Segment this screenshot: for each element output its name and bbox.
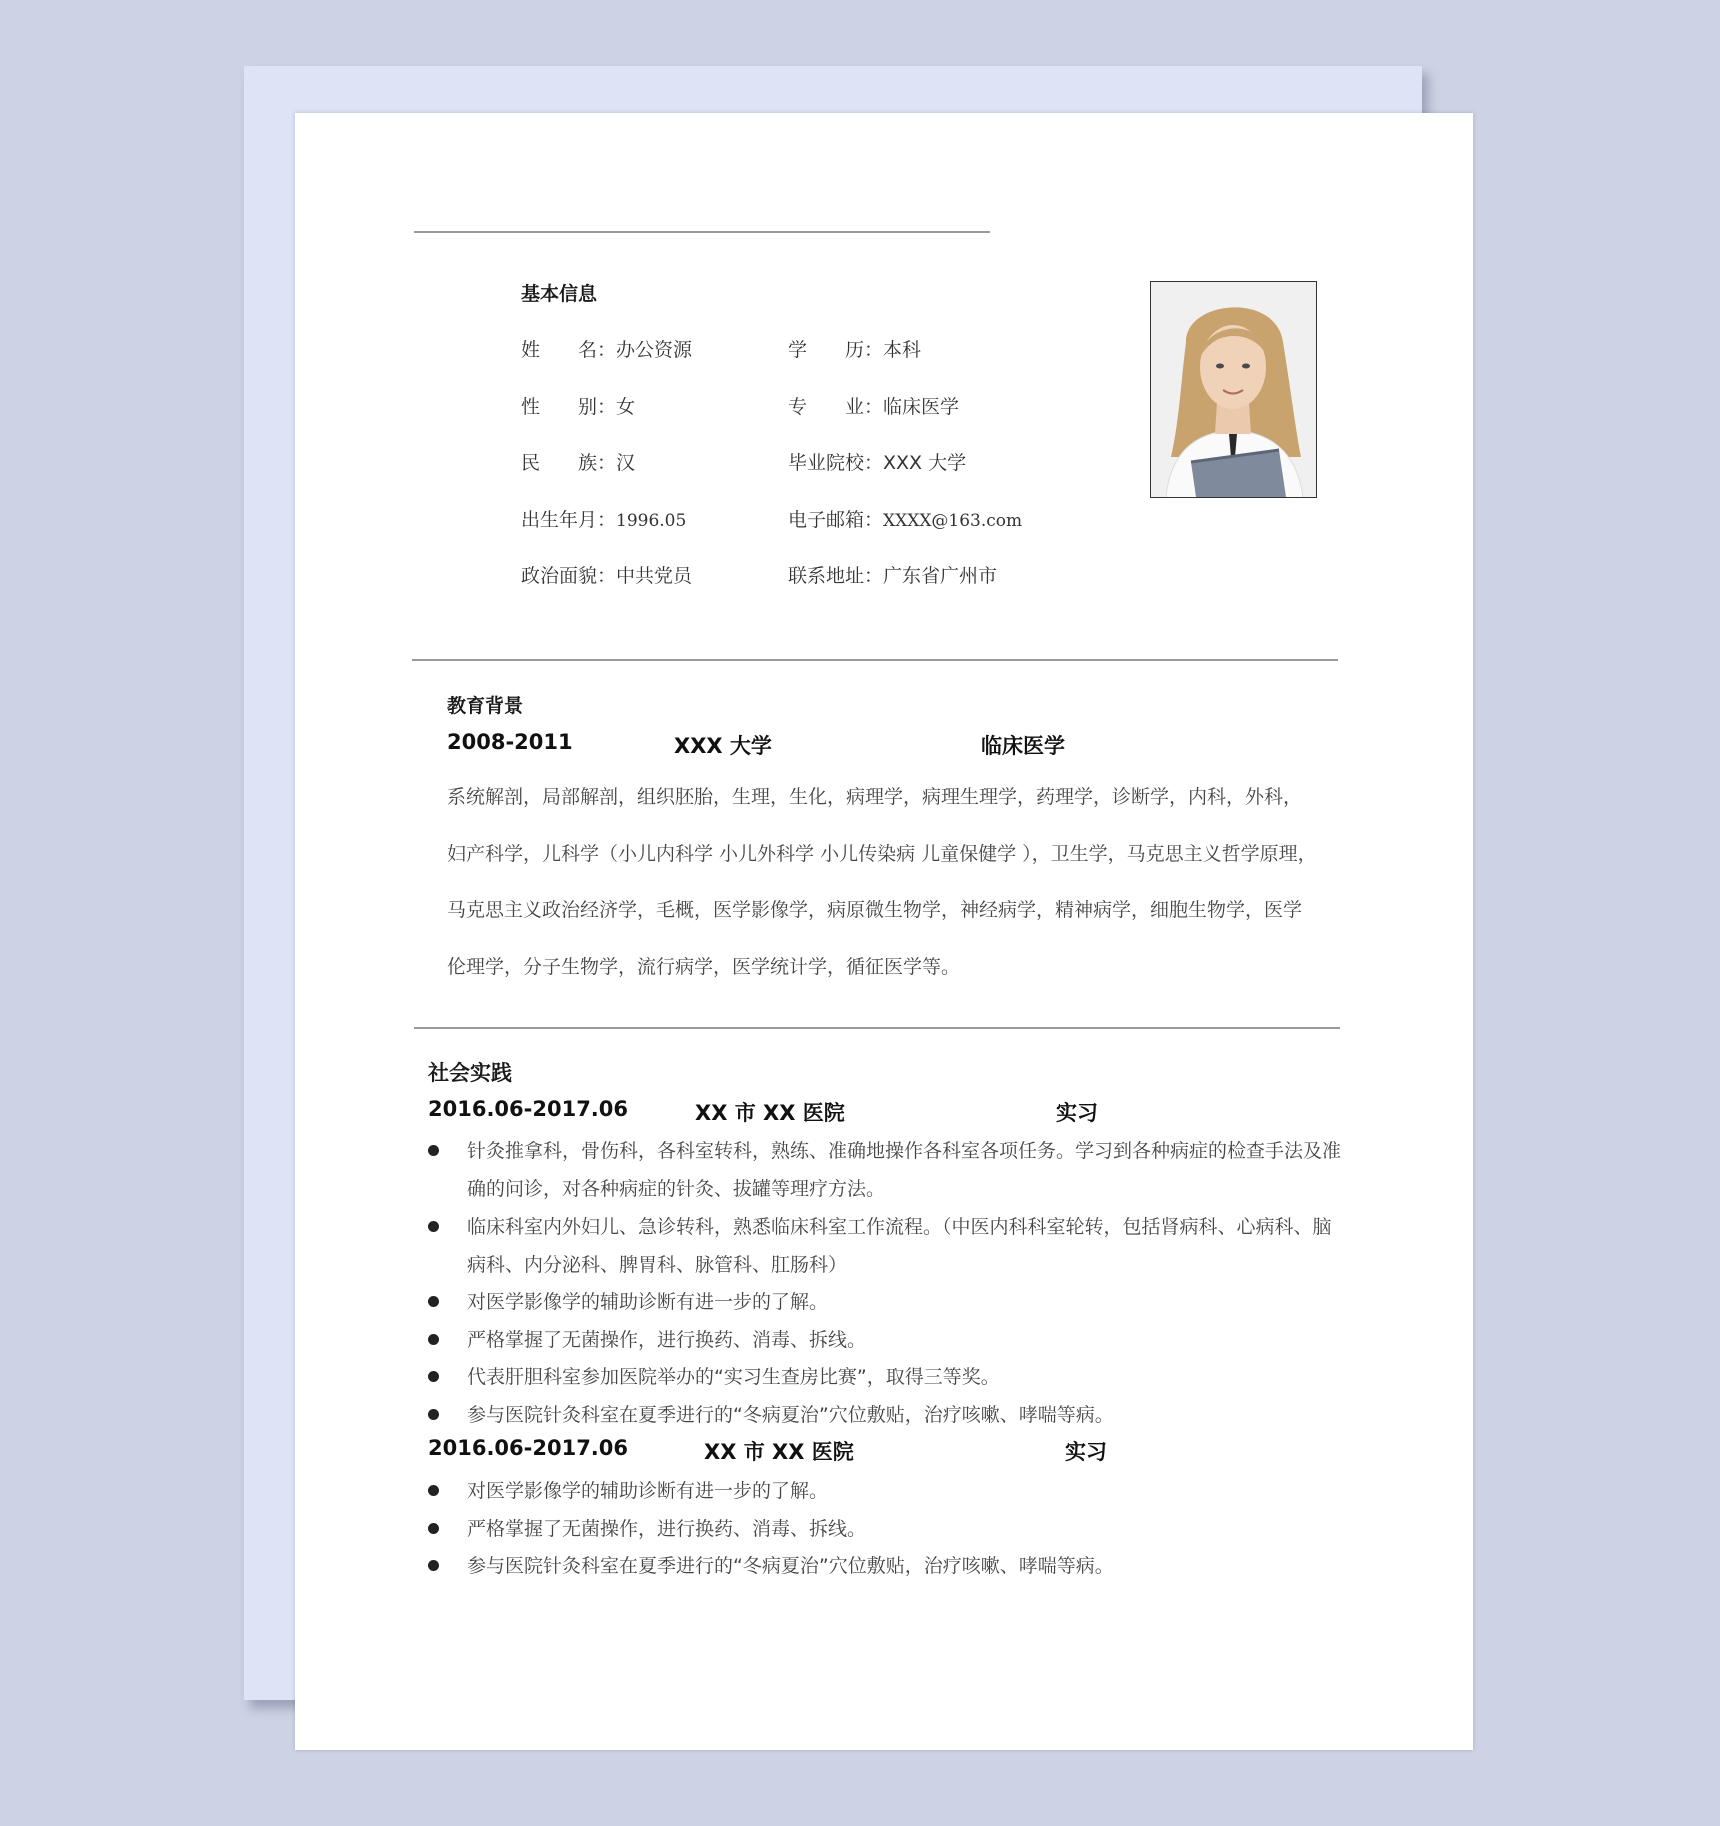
bullet-icon bbox=[428, 1523, 439, 1534]
info-ethnicity bbox=[521, 448, 635, 475]
info-school bbox=[788, 448, 966, 475]
list-item bbox=[428, 1321, 1328, 1359]
list-item-text: 针灸推拿科，骨伤科，各科室转科，熟练、准确地操作各科室各项任务。学习到各种病症的检查手法及准确的问诊，对各种病症的针灸、拔罐等理疗方法。 bbox=[467, 1140, 1342, 1200]
bullet-icon bbox=[428, 1334, 439, 1345]
education-divider bbox=[412, 659, 1338, 661]
list-item-text: 参与医院针灸科室在夏季进行的“冬病夏治”穴位敷贴，治疗咳嗽、哮喘等病。 bbox=[467, 1404, 1114, 1426]
info-value: 1996.05 bbox=[616, 511, 687, 531]
education-period: 2008-2011 bbox=[447, 730, 573, 754]
list-item-text: 参与医院针灸科室在夏季进行的“冬病夏治”穴位敷贴，治疗咳嗽、哮喘等病。 bbox=[467, 1555, 1114, 1577]
bullet-icon bbox=[428, 1560, 439, 1571]
practice-divider bbox=[414, 1027, 1340, 1029]
bullet-icon bbox=[428, 1409, 439, 1420]
info-label: 姓 名： bbox=[521, 339, 617, 361]
info-label: 出生年月： bbox=[521, 509, 617, 531]
info-label: 政治面貌： bbox=[521, 565, 617, 587]
info-label: 民 族： bbox=[521, 452, 617, 474]
list-item bbox=[428, 1283, 1328, 1321]
basic-info-heading: 基本信息 bbox=[521, 283, 598, 305]
info-value: XXXX@163.com bbox=[883, 511, 1023, 531]
info-gender bbox=[521, 392, 635, 419]
bullet-icon bbox=[428, 1371, 439, 1382]
bullet-icon bbox=[428, 1221, 439, 1232]
course-line: 伦理学，分子生物学，流行病学，医学统计学，循征医学等。 bbox=[447, 956, 961, 978]
info-value: 广东省广州市 bbox=[883, 565, 998, 587]
portrait-photo bbox=[1150, 281, 1317, 498]
list-item bbox=[428, 1358, 1328, 1396]
list-item-text: 严格掌握了无菌操作，进行换药、消毒、拆线。 bbox=[467, 1329, 867, 1351]
education-major: 临床医学 bbox=[981, 734, 1065, 758]
info-address bbox=[788, 561, 997, 588]
bullet-icon bbox=[428, 1485, 439, 1496]
info-label: 电子邮箱： bbox=[788, 509, 884, 531]
info-political bbox=[521, 561, 692, 588]
list-item bbox=[428, 1208, 1332, 1284]
top-divider bbox=[414, 231, 990, 233]
info-label: 学 历： bbox=[788, 339, 884, 361]
info-value: XXX 大学 bbox=[883, 452, 967, 474]
course-line: 妇产科学，儿科学（小儿内科学 小儿外科学 小儿传染病 儿童保健学 ），卫生学，马克思主义哲学原理， bbox=[447, 843, 1317, 865]
practice-org: XX 市 XX 医院 bbox=[704, 1440, 854, 1464]
practice-heading: 社会实践 bbox=[428, 1061, 512, 1085]
info-major bbox=[788, 392, 959, 419]
education-heading: 教育背景 bbox=[447, 695, 524, 717]
practice-period: 2016.06-2017.06 bbox=[428, 1436, 629, 1460]
list-item bbox=[428, 1132, 1342, 1208]
list-item-text: 对医学影像学的辅助诊断有进一步的了解。 bbox=[467, 1291, 829, 1313]
info-label: 毕业院校： bbox=[788, 452, 884, 474]
course-line: 系统解剖，局部解剖，组织胚胎，生理，生化，病理学，病理生理学，药理学，诊断学，内科，外科， bbox=[447, 786, 1303, 808]
list-item-text: 对医学影像学的辅助诊断有进一步的了解。 bbox=[467, 1480, 829, 1502]
info-value: 临床医学 bbox=[883, 396, 960, 418]
list-item bbox=[428, 1510, 1328, 1548]
info-label: 联系地址： bbox=[788, 565, 884, 587]
bullet-icon bbox=[428, 1296, 439, 1307]
portrait-icon bbox=[1151, 282, 1316, 497]
info-email bbox=[788, 505, 1022, 532]
bullet-icon bbox=[428, 1145, 439, 1156]
info-value: 中共党员 bbox=[616, 565, 693, 587]
info-name bbox=[521, 335, 692, 362]
info-label: 专 业： bbox=[788, 396, 884, 418]
list-item bbox=[428, 1547, 1328, 1585]
info-label: 性 别： bbox=[521, 396, 617, 418]
practice-period: 2016.06-2017.06 bbox=[428, 1097, 629, 1121]
list-item-text: 严格掌握了无菌操作，进行换药、消毒、拆线。 bbox=[467, 1518, 867, 1540]
info-value: 汉 bbox=[616, 452, 636, 474]
practice-role: 实习 bbox=[1065, 1440, 1107, 1464]
info-value: 办公资源 bbox=[616, 339, 693, 361]
practice-role: 实习 bbox=[1056, 1101, 1098, 1125]
list-item-text: 临床科室内外妇儿、急诊转科，熟悉临床科室工作流程。（中医内科科室轮转，包括肾病科、心病科、脑病科、内分泌科、脾胃科、脉管科、肛肠科） bbox=[467, 1216, 1332, 1276]
course-line: 马克思主义政治经济学，毛概，医学影像学，病原微生物学，神经病学，精神病学，细胞生物学，医学 bbox=[447, 899, 1303, 921]
info-value: 女 bbox=[616, 396, 636, 418]
resume-page bbox=[295, 113, 1473, 1750]
list-item bbox=[428, 1396, 1328, 1434]
education-school: XXX 大学 bbox=[674, 734, 772, 758]
practice-org: XX 市 XX 医院 bbox=[695, 1101, 845, 1125]
list-item-text: 代表肝胆科室参加医院举办的“实习生查房比赛”，取得三等奖。 bbox=[467, 1366, 1000, 1388]
info-value: 本科 bbox=[883, 339, 922, 361]
info-birth bbox=[521, 505, 686, 532]
info-degree bbox=[788, 335, 921, 362]
list-item bbox=[428, 1472, 1328, 1510]
